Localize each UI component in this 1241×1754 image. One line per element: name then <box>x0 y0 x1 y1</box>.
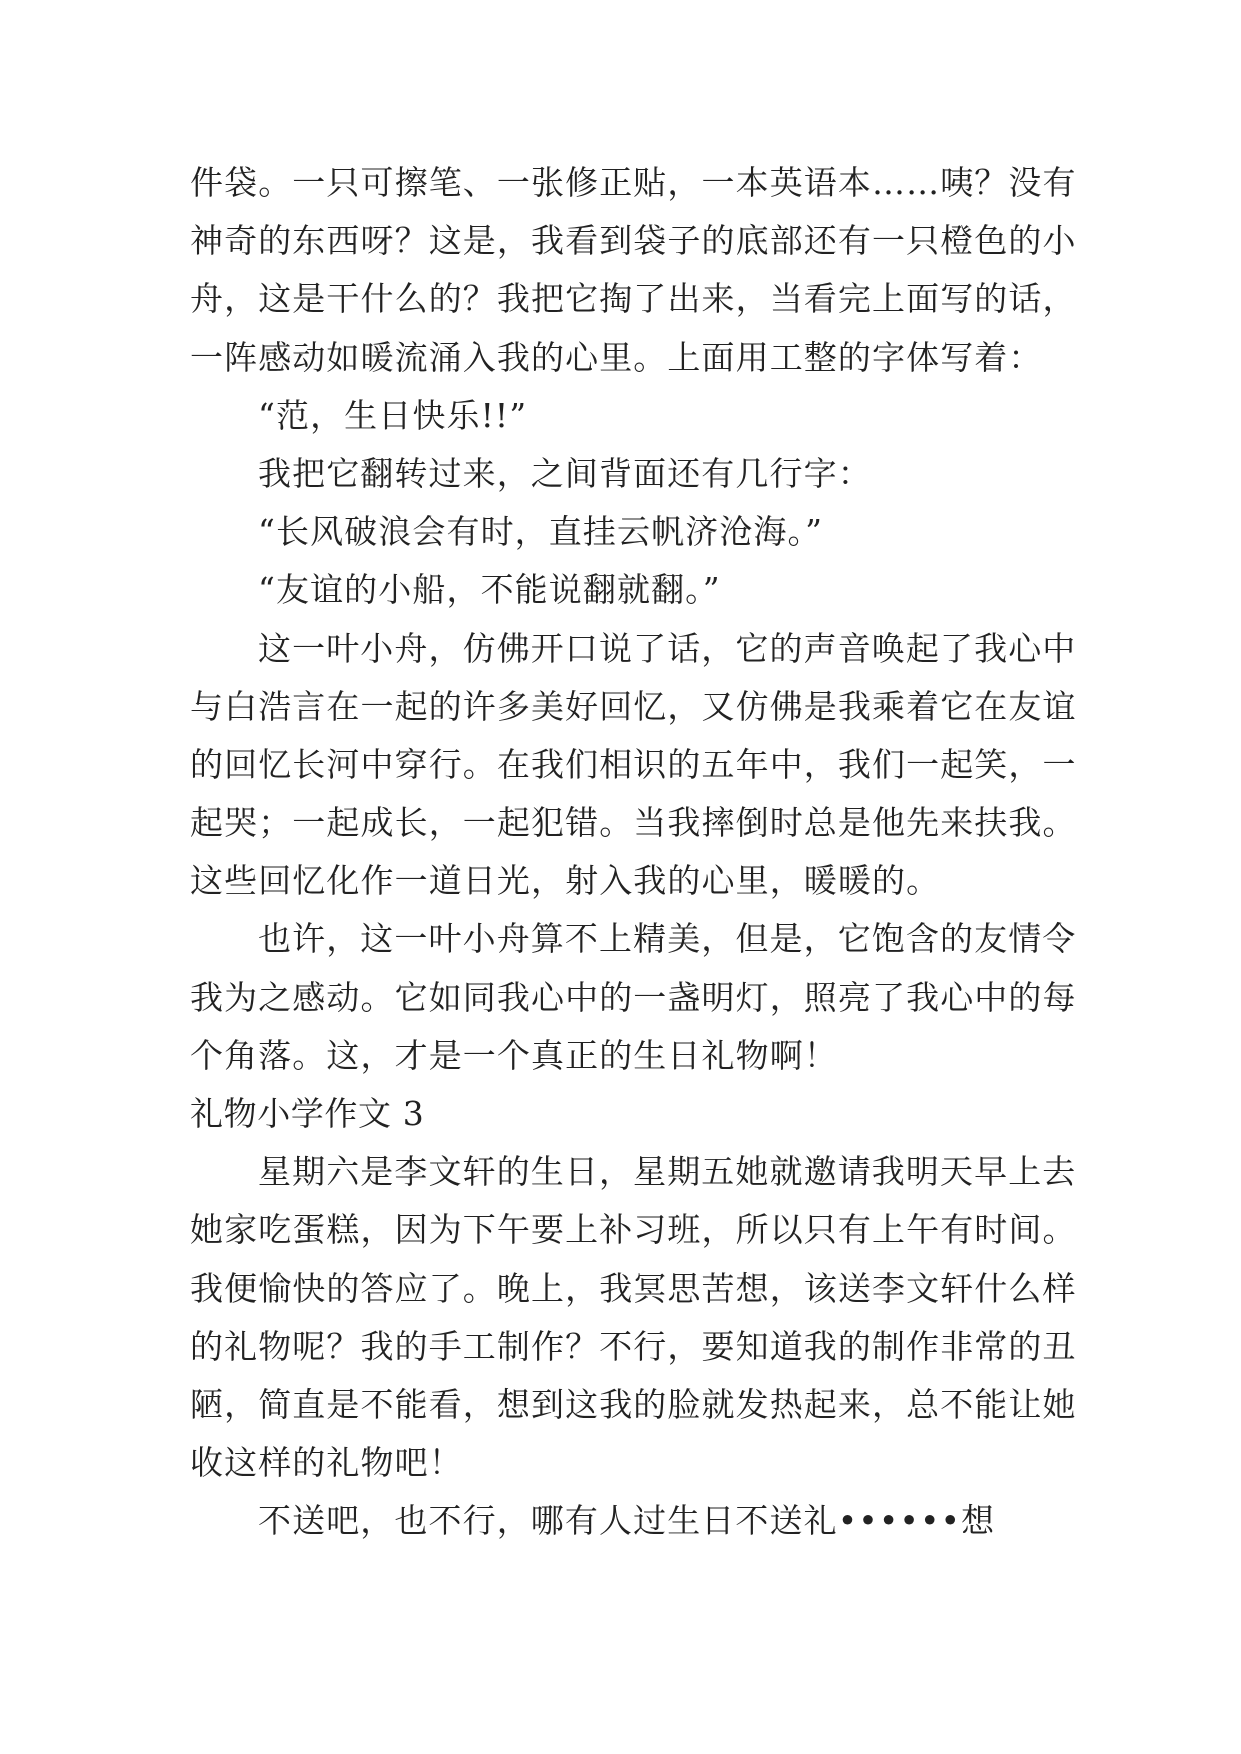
text-line: 个角落。这，才是一个真正的生日礼物啊！ <box>190 1035 838 1075</box>
text-line: 也许，这一叶小舟算不上精美，但是，它饱含的友情令 <box>258 919 1077 959</box>
text-line: 与白浩言在一起的许多美好回忆，又仿佛是我乘着它在友谊 <box>190 686 1077 726</box>
text-line: 神奇的东西呀？这是，我看到袋子的底部还有一只橙色的小 <box>190 221 1077 261</box>
section-heading: 礼物小学作文 3 <box>190 1094 425 1133</box>
text-line: 我便愉快的答应了。晚上，我冥思苦想，该送李文轩什么样 <box>190 1268 1077 1308</box>
text-line: 我为之感动。它如同我心中的一盏明灯，照亮了我心中的每 <box>190 977 1077 1017</box>
text-line: “友谊的小船，不能说翻就翻。” <box>258 570 721 610</box>
text-line: 我把它翻转过来，之间背面还有几行字： <box>258 453 872 493</box>
text-line: 星期六是李文轩的生日，星期五她就邀请我明天早上去 <box>258 1152 1077 1192</box>
text-line: 起哭；一起成长，一起犯错。当我摔倒时总是他先来扶我。 <box>190 803 1077 843</box>
text-line: 不送吧，也不行，哪有人过生日不送礼••••••想 <box>258 1501 996 1541</box>
text-line: 收这样的礼物吧！ <box>190 1443 463 1483</box>
text-line: 这一叶小舟，仿佛开口说了话，它的声音唤起了我心中 <box>258 628 1077 668</box>
text-line: 一阵感动如暖流涌入我的心里。上面用工整的字体写着： <box>190 337 1043 377</box>
text-line: 的礼物呢？我的手工制作？不行，要知道我的制作非常的丑 <box>190 1326 1077 1366</box>
text-line: 她家吃蛋糕，因为下午要上补习班，所以只有上午有时间。 <box>190 1210 1077 1250</box>
text-line: 这些回忆化作一道日光，射入我的心里，暖暖的。 <box>190 861 941 901</box>
text-line: 的回忆长河中穿行。在我们相识的五年中，我们一起笑，一 <box>190 744 1077 784</box>
document-body <box>190 154 1077 1551</box>
text-line: “范，生日快乐!!” <box>258 395 528 435</box>
text-line: 件袋。一只可擦笔、一张修正贴，一本英语本……咦？没有 <box>190 163 1077 202</box>
text-line: “长风破浪会有时，直挂云帆济沧海。” <box>258 512 824 552</box>
text-line: 陋，简直是不能看，想到这我的脸就发热起来，总不能让她 <box>190 1384 1077 1424</box>
text-line: 舟，这是干什么的？我把它掏了出来，当看完上面写的话， <box>190 279 1077 319</box>
